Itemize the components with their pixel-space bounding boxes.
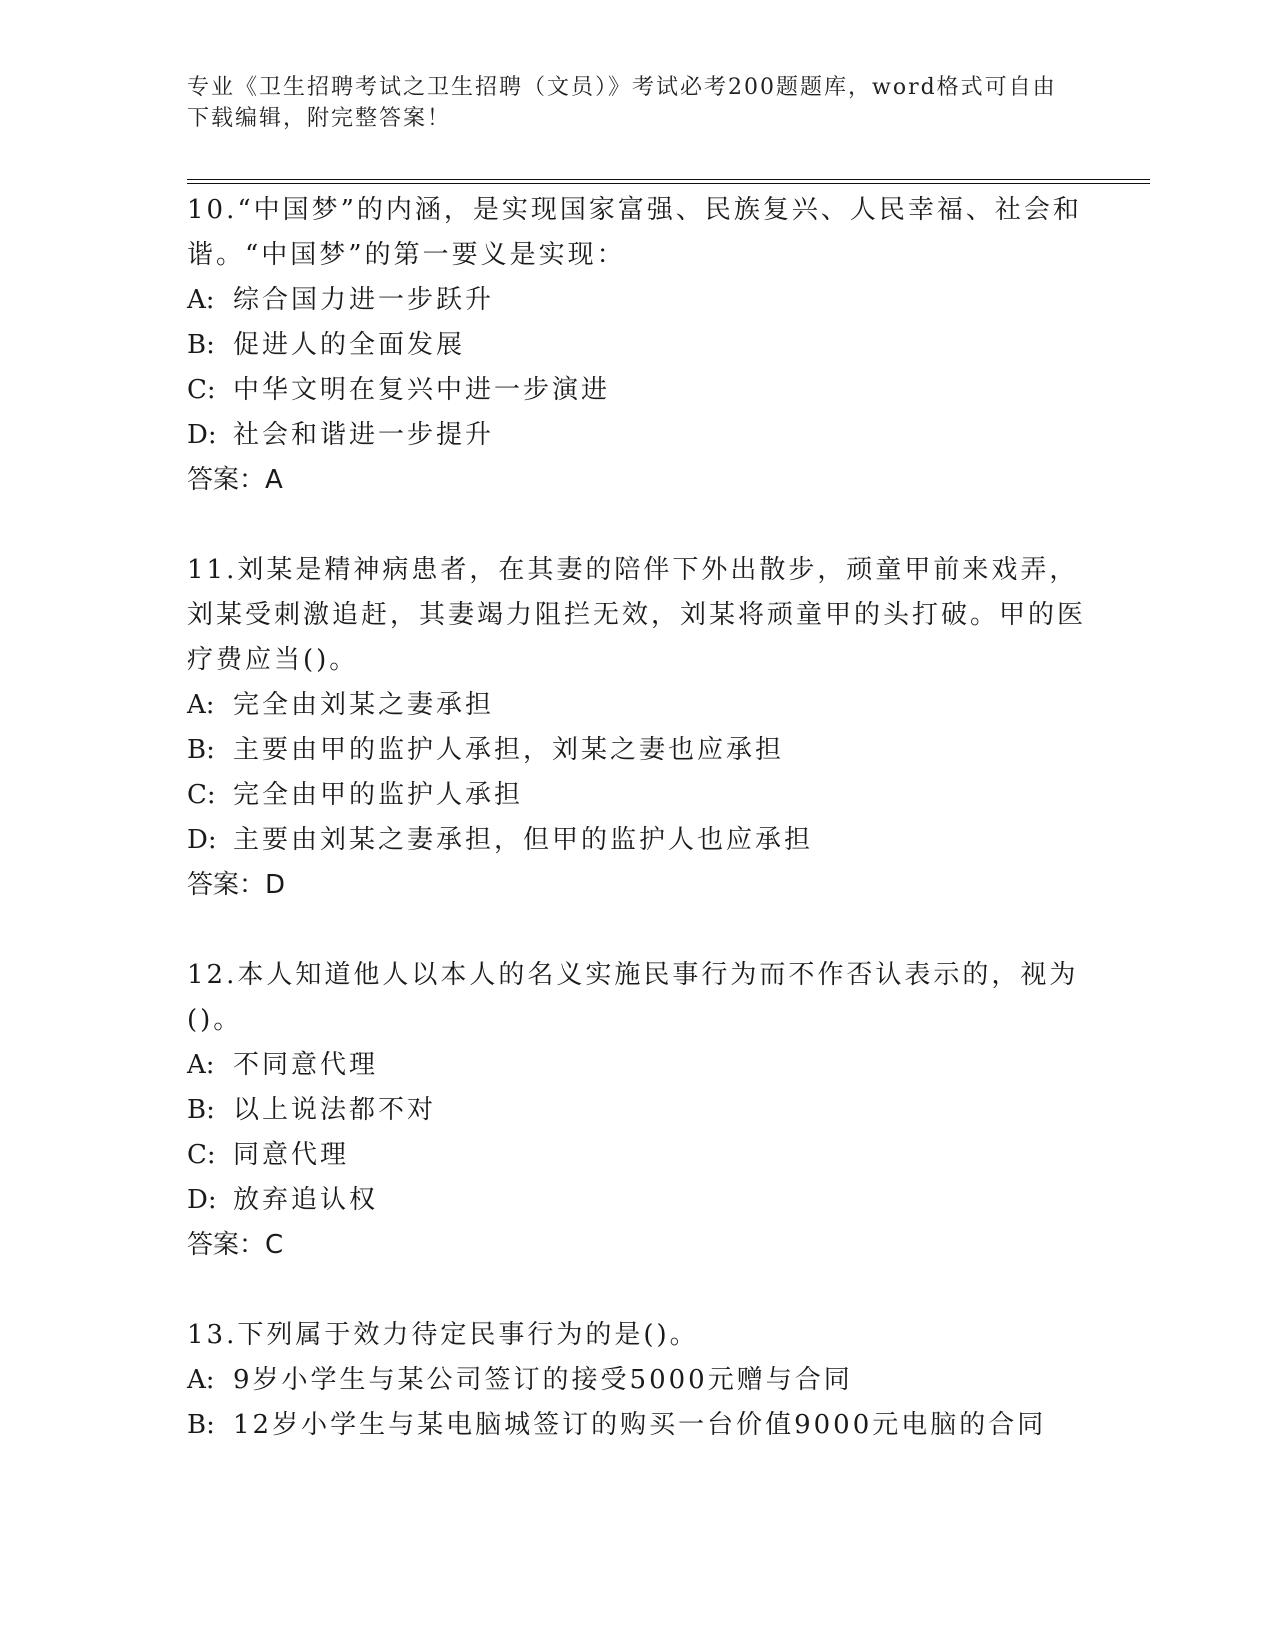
option-text: 主要由甲的监护人承担，刘某之妻也应承担 — [233, 735, 785, 765]
header-divider-bottom — [187, 183, 1150, 184]
option-text: 完全由甲的监护人承担 — [233, 780, 524, 810]
option-label: A: — [187, 1050, 215, 1080]
option-text: 放弃追认权 — [233, 1185, 379, 1215]
option-d — [187, 413, 1107, 458]
option-label: A: — [187, 690, 215, 720]
question-11 — [187, 548, 1107, 908]
option-label: C: — [187, 375, 216, 405]
option-d — [187, 1178, 1107, 1223]
option-text: 9岁小学生与某公司签订的接受5000元赠与合同 — [233, 1365, 853, 1395]
question-stem: 12.本人知道他人以本人的名义实施民事行为而不作否认表示的，视为()。 — [187, 960, 1079, 1035]
option-label: D: — [187, 420, 217, 450]
option-text: 以上说法都不对 — [233, 1095, 437, 1125]
option-c — [187, 773, 1107, 818]
document-header: 专业《卫生招聘考试之卫生招聘（文员）》考试必考200题题库，word格式可自由下载编辑，附完整答案！ — [187, 75, 1057, 131]
option-label: D: — [187, 825, 217, 855]
option-d — [187, 818, 1107, 863]
option-text: 促进人的全面发展 — [233, 330, 466, 360]
option-b — [187, 728, 1107, 773]
option-text: 中华文明在复兴中进一步演进 — [233, 375, 611, 405]
question-12 — [187, 953, 1107, 1268]
option-text: 不同意代理 — [233, 1050, 379, 1080]
option-c — [187, 1133, 1107, 1178]
option-text: 同意代理 — [233, 1140, 350, 1170]
option-label: C: — [187, 780, 216, 810]
question-stem: 10.“中国梦”的内涵，是实现国家富强、民族复兴、人民幸福、社会和谐。“中国梦”的第一要义是实现： — [187, 195, 1082, 270]
option-label: A: — [187, 285, 215, 315]
option-label: B: — [187, 735, 215, 765]
answer-line: 答案：D — [187, 870, 286, 900]
option-label: C: — [187, 1140, 216, 1170]
option-text: 12岁小学生与某电脑城签订的购买一台价值9000元电脑的合同 — [233, 1410, 1047, 1440]
option-label: B: — [187, 330, 215, 360]
question-list — [187, 188, 1107, 1448]
option-label: D: — [187, 1185, 217, 1215]
option-text: 社会和谐进一步提升 — [233, 420, 495, 450]
question-stem: 11.刘某是精神病患者，在其妻的陪伴下外出散步，顽童甲前来戏弄，刘某受刺激追赶，其妻竭力阻拦无效，刘某将顽童甲的头打破。甲的医疗费应当()。 — [187, 555, 1087, 675]
option-a — [187, 683, 1107, 728]
option-a — [187, 278, 1107, 323]
option-text: 完全由刘某之妻承担 — [233, 690, 495, 720]
option-text: 主要由刘某之妻承担，但甲的监护人也应承担 — [233, 825, 814, 855]
option-b — [187, 1403, 1107, 1448]
question-stem: 13.下列属于效力待定民事行为的是()。 — [187, 1320, 699, 1350]
option-c — [187, 368, 1107, 413]
answer-line: 答案：C — [187, 1230, 284, 1260]
option-b — [187, 1088, 1107, 1133]
spacer — [187, 1268, 1107, 1313]
answer-line: 答案：A — [187, 465, 283, 495]
header-divider-top — [187, 179, 1150, 180]
option-label: B: — [187, 1410, 215, 1440]
question-13 — [187, 1313, 1107, 1448]
option-b — [187, 323, 1107, 368]
spacer — [187, 503, 1107, 548]
option-a — [187, 1358, 1107, 1403]
spacer — [187, 908, 1107, 953]
option-a — [187, 1043, 1107, 1088]
option-label: A: — [187, 1365, 215, 1395]
option-text: 综合国力进一步跃升 — [233, 285, 495, 315]
question-10 — [187, 188, 1107, 503]
option-label: B: — [187, 1095, 215, 1125]
